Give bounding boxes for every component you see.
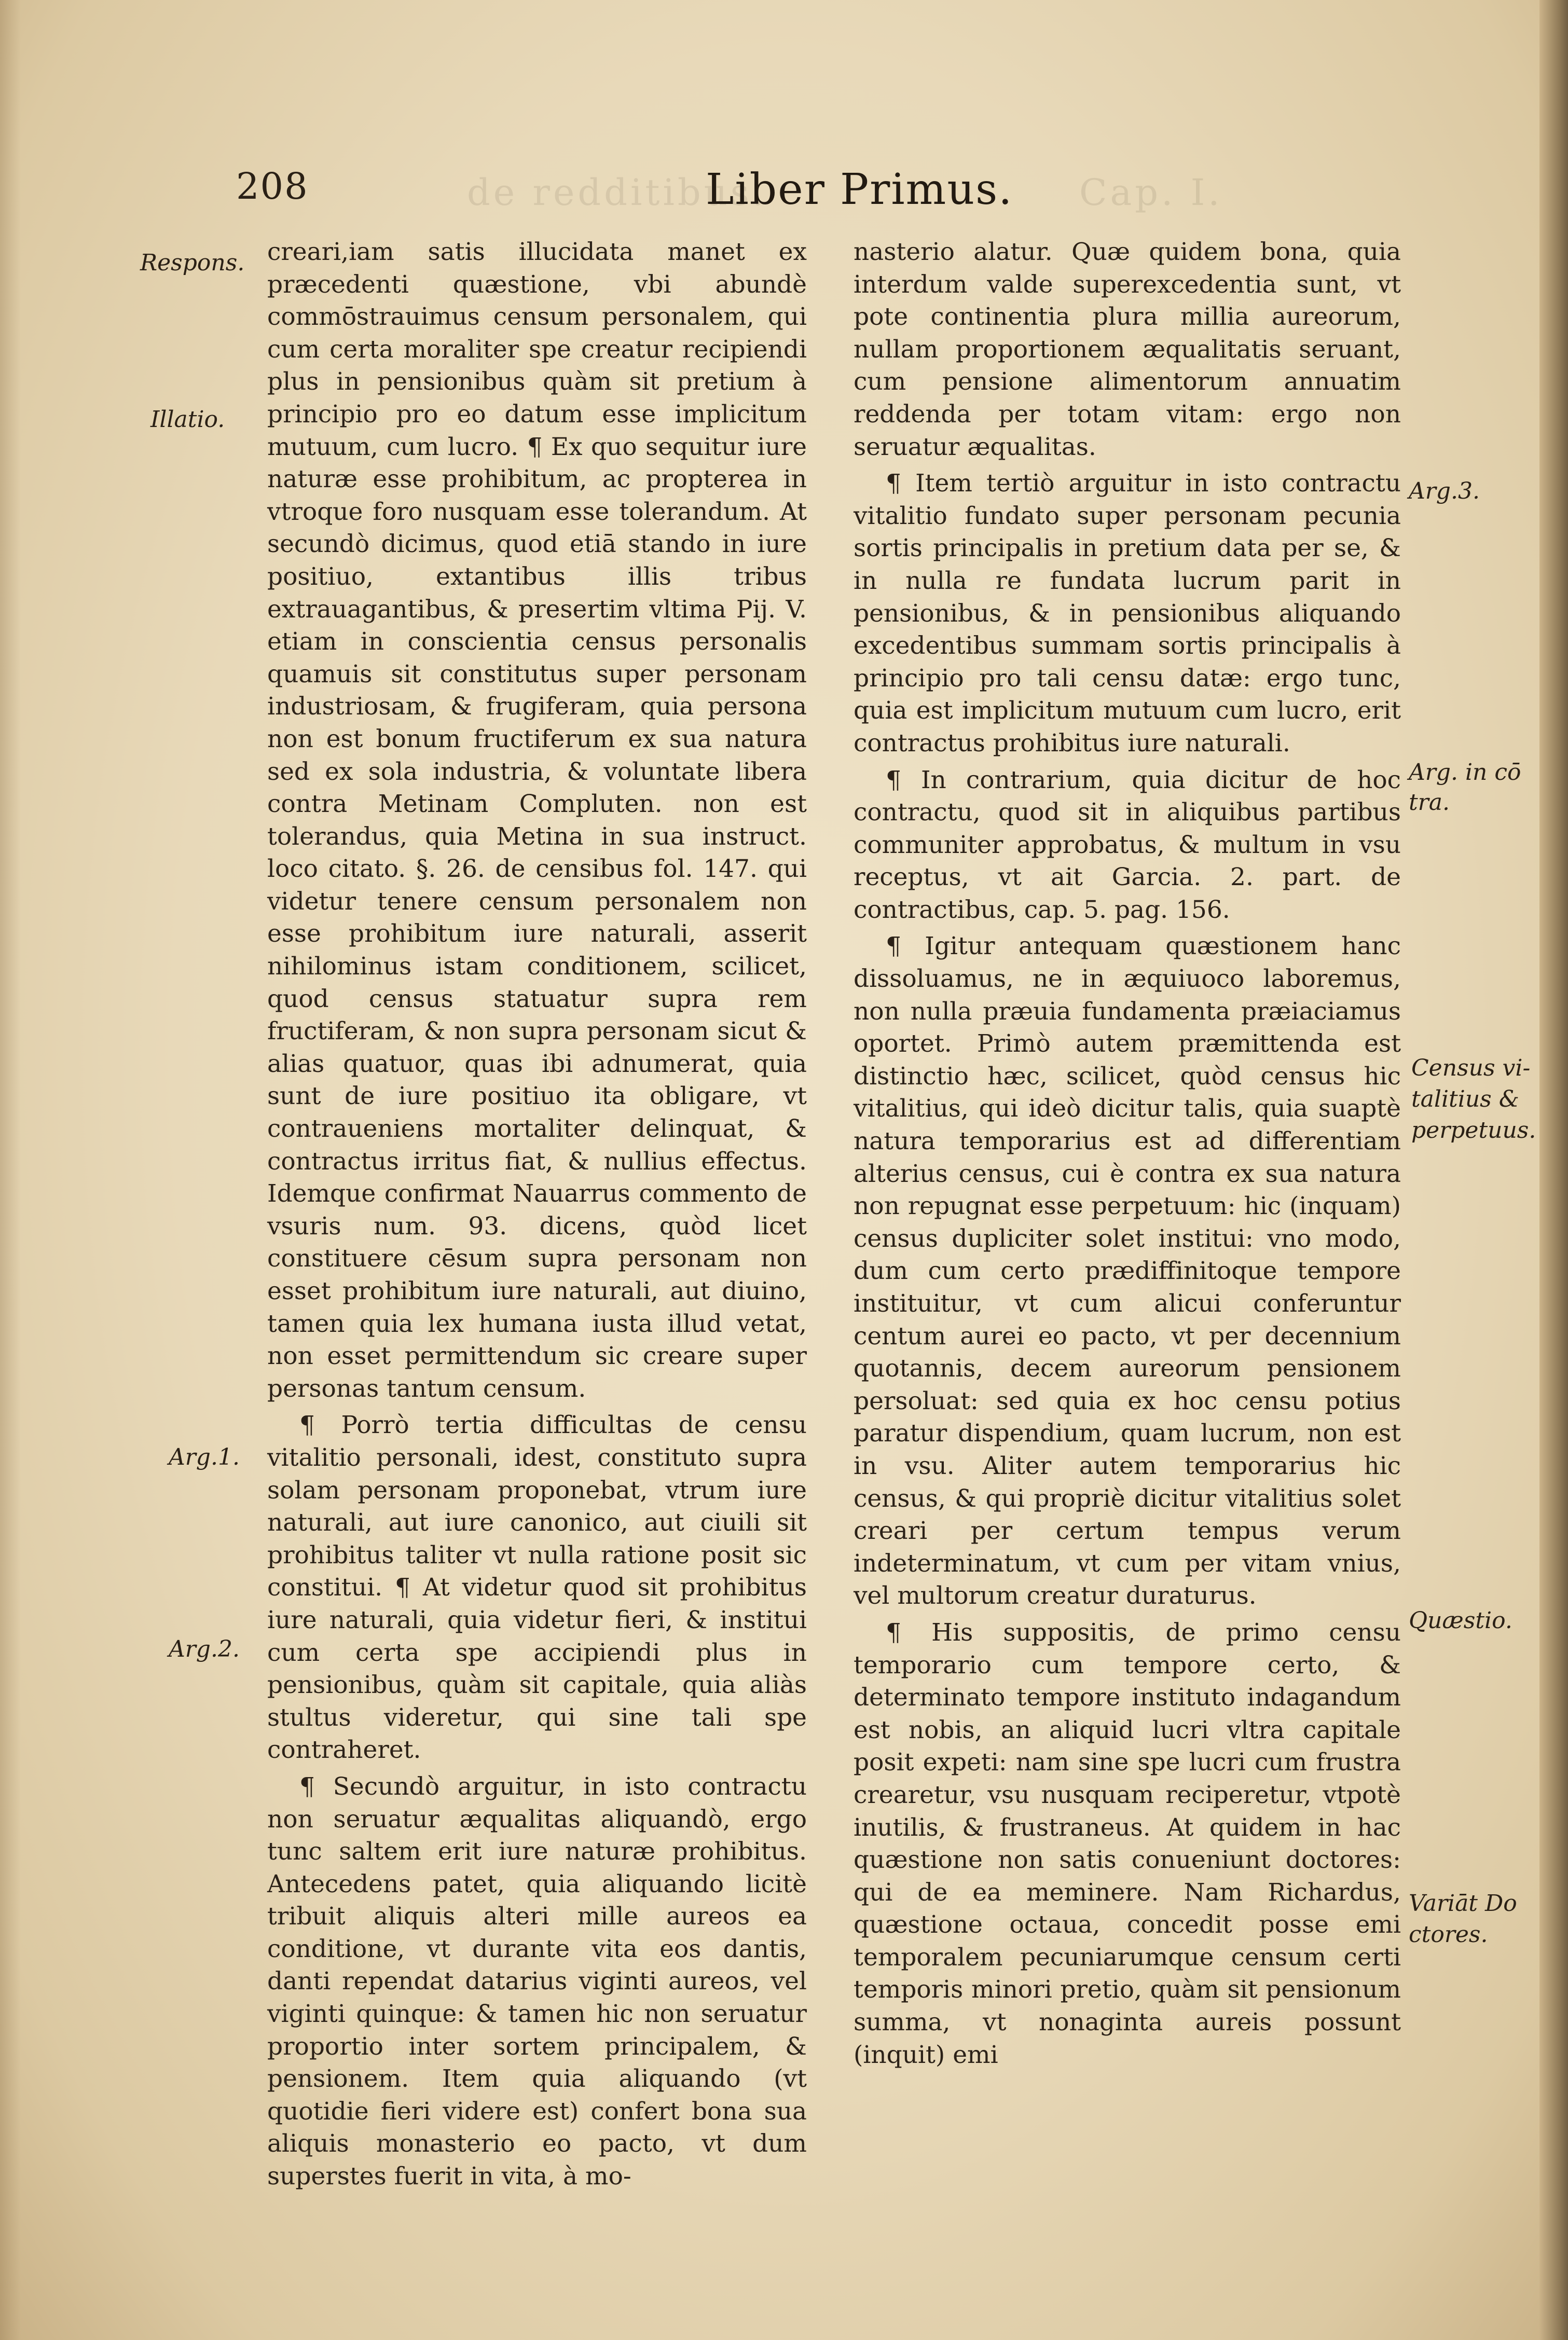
margin-note-census-line1: Census vi- [1411, 1055, 1531, 1081]
margin-note-arg1: Arg.1. [169, 1444, 240, 1470]
margin-note-arg-contra-line1: Arg. in cō [1409, 759, 1521, 786]
margin-note-arg2: Arg.2. [169, 1636, 240, 1662]
bleed-through-right: Cap. I. [1079, 171, 1223, 214]
bleed-through-left: de redditibus. [467, 171, 767, 214]
paragraph: ¶ Porrò tertia difficultas de censu vitalitio personali, idest, constituto supra solam personam proponebat, vtrum iure naturali, aut iure canonico, aut ciuili sit prohibitus taliter vt nulla ratione posit sic constitui. ¶ At videtur quod sit prohibitus iure naturali, quia videtur fieri, & institui cum certa spe accipiendi plus in pensionibus, quàm sit capitale, quia aliàs stultus videretur, qui sine tali spe contraheret. [267, 1411, 807, 1765]
margin-note-illatio: Illatio. [150, 406, 225, 433]
paragraph: ¶ Secundò arguitur, in isto contractu non seruatur æqualitas aliquandò, ergo tunc saltem erit iure naturæ prohibitus. Antecedens patet, quia aliquando licitè tribuit aliquis alteri mille aureos ea conditione, vt durante vita eos dantis, danti rependat datarius viginti aureos, vel viginti quinque: & tamen hic non seruatur proportio inter sortem principalem, & pensionem. Item quia aliquando (vt quotidie fieri videre est) confert bona sua aliquis monasterio eo pacto, vt dum superstes fuerit in vita, à mo- [267, 1772, 807, 2191]
text-column-right [854, 236, 1401, 2075]
margin-note-variant-line2: ctores. [1409, 1921, 1488, 1948]
margin-note-variant-line1: Variāt Do [1409, 1890, 1517, 1917]
running-title: Liber Primus. [706, 165, 1013, 214]
margin-note-quaestio: Quæstio. [1409, 1607, 1512, 1634]
margin-note-arg3: Arg.3. [1409, 478, 1480, 504]
paragraph: ¶ His suppositis, de primo censu temporario cum tempore certo, & determinato tempore instituto indagandum est nobis, an aliquid lucri vltra capitale posit expeti: nam sine spe lucri cum frustra crearetur, vsu nusquam reciperetur, vtpotè inutilis, & frustraneus. At quidem in hac quæstione non satis conueniunt doctores: qui de ea meminere. Nam Richardus, quæstione octaua, concedit posse emi temporalem pecuniarumque censum certi temporis minori pretio, quàm sit pensionum summa, vt nonaginta aureis possunt (inquit) emi [854, 1618, 1401, 2069]
paragraph: nasterio alatur. Quæ quidem bona, quia interdum valde superexcedentia sunt, vt pote continentia plura millia aureorum, nullam proportionem æqualitatis seruant, cum pensione alimentorum annuatim reddenda per totam vitam: ergo non seruatur æqualitas. [854, 238, 1401, 461]
page-edge-right [1539, 0, 1568, 2340]
paragraph: creari,iam satis illucidata manet ex præcedenti quæstione, vbi abundè commōstrauimus censum personalem, qui cum certa moraliter spe creatur recipiendi plus in pensionibus quàm sit pretium à principio pro eo datum esse implicitum mutuum, cum lucro. ¶ Ex quo sequitur iure naturæ esse prohibitum, ac propterea in vtroque foro nusquam esse tolerandum. At secundò dicimus, quod etiā stando in iure positiuo, extantibus illis tribus extrauagantibus, & presertim vltima Pij. V. etiam in conscientia census personalis quamuis sit constitutus super personam industriosam, & frugiferam, quia persona non est bonum fructiferum ex sua natura sed ex sola industria, & voluntate libera contra Metinam Compluten. non est tolerandus, quia Metina in sua instruct. loco citato. §. 26. de censibus fol. 147. qui videtur tenere censum personalem non esse prohibitum iure naturali, asserit nihilominus istam conditionem, scilicet, quod census statuatur supra rem fructiferam, & non supra personam sicut & alias quatuor, quas ibi adnumerat, quia sunt de iure positiuo ita obligare, vt contraueniens mortaliter delinquat, & contractus irritus fiat, & nullius effectus. Idemque confirmat Nauarrus commento de vsuris num. 93. dicens, quòd licet constituere cēsum supra personam non esset prohibitum iure naturali, aut diuino, tamen quia lex humana iusta illud vetat, non esset permittendum sic creare super personas tantum censum. [267, 238, 807, 1403]
page-shadow-left [0, 0, 21, 2340]
text-column-left [267, 236, 807, 2197]
paragraph: ¶ Item tertiò arguitur in isto contractu vitalitio fundato super personam pecunia sortis principalis in pretium data per se, & in nulla re fundata lucrum parit in pensionibus, & in pensionibus aliquando excedentibus summam sortis principalis à principio pro tali censu datæ: ergo tunc, quia est implicitum mutuum cum lucro, erit contractus prohibitus iure naturali. [854, 469, 1401, 758]
page-number: 208 [236, 165, 309, 208]
margin-note-respons: Respons. [140, 250, 245, 276]
paragraph: ¶ Igitur antequam quæstionem hanc dissoluamus, ne in æquiuoco laboremus, non nulla præuia fundamenta præiaciamus oportet. Primò autem præmittenda est distinctio hæc, scilicet, quòd census hic vitalitius, qui ideò dicitur talis, quia suaptè natura temporarius est ad differentiam alterius census, cui è contra ex sua natura non repugnat esse perpetuum: hic (inquam) census dupliciter solet institui: vno modo, dum cum certo prædiffinitoque tempore instituitur, vt cum alicui conferuntur centum aurei eo pacto, vt per decennium quotannis, decem aureorum pensionem persoluat: sed quia ex hoc censu potius paratur dispendium, quam lucrum, non est in vsu. Aliter autem temporarius hic census, & qui propriè dicitur vitalitius solet creari per certum tempus verum indeterminatum, vt cum per vitam vnius, vel multorum creatur duraturus. [854, 932, 1401, 1611]
margin-note-census-line2: talitius & [1411, 1086, 1519, 1112]
paragraph: ¶ In contrarium, quia dicitur de hoc contractu, quod sit in aliquibus partibus communiter approbatus, & multum in vsu receptus, vt ait Garcia. 2. part. de contractibus, cap. 5. pag. 156. [854, 765, 1401, 924]
margin-note-arg-contra-line2: tra. [1409, 789, 1450, 816]
margin-note-census-line3: perpetuus. [1411, 1117, 1536, 1144]
